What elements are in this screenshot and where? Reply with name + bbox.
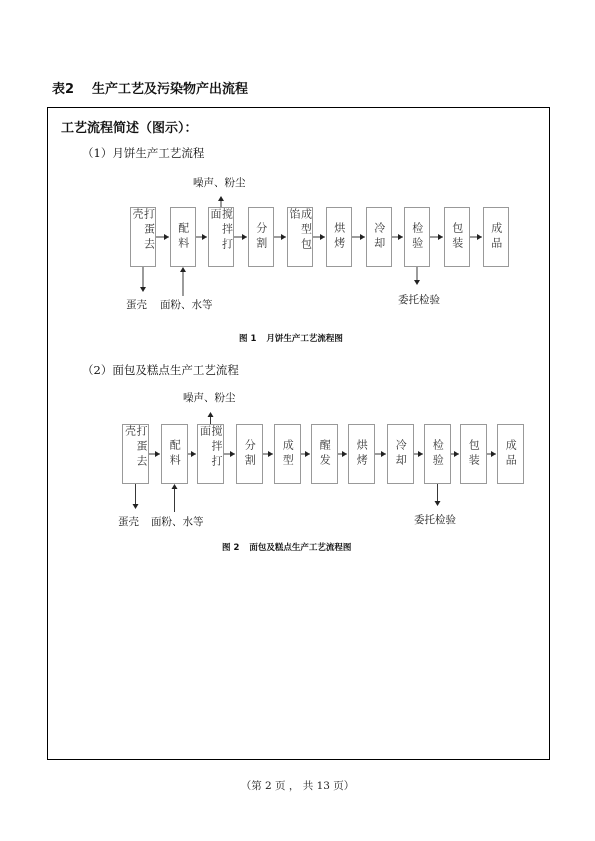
flow2-step-box bbox=[161, 424, 188, 484]
flow1-step-label: 冷却 bbox=[372, 222, 386, 252]
flow2-input-label: 面粉、水等 bbox=[151, 516, 204, 528]
flow2-step-label: 醒发 bbox=[318, 439, 332, 469]
figure1-number: 图 1 bbox=[239, 334, 257, 344]
flow1-emission-label: 噪声、粉尘 bbox=[193, 177, 246, 189]
flow2-step-label: 烘烤 bbox=[355, 439, 369, 469]
flow2-step-box bbox=[460, 424, 487, 484]
flow1-step-label: 烘烤 bbox=[332, 222, 346, 252]
flow1-input-label: 面粉、水等 bbox=[160, 299, 213, 311]
figure2-title: 面包及糕点生产工艺流程图 bbox=[249, 543, 352, 553]
section-heading: 工艺流程简述（图示）： bbox=[61, 121, 198, 136]
flow1-step-label: 分割 bbox=[254, 222, 268, 252]
flow2-step-box bbox=[274, 424, 301, 484]
flow2-step-label: 包装 bbox=[467, 439, 481, 469]
flow1-step-label: 检验 bbox=[410, 222, 424, 252]
flow2-step-label: 搅拌打面 bbox=[198, 425, 224, 470]
flow2-step-label: 成品 bbox=[504, 439, 518, 469]
flow1-byproduct-label: 蛋壳 bbox=[126, 299, 147, 311]
flow2-step-box bbox=[348, 424, 375, 484]
flow2-step-box bbox=[122, 424, 149, 484]
flow2-byproduct-label: 蛋壳 bbox=[118, 516, 139, 528]
flow1-step-label: 搅拌打面 bbox=[209, 208, 234, 253]
flow1-step-label: 配料 bbox=[176, 222, 190, 252]
flow1-step-label: 成型包馅 bbox=[288, 208, 313, 253]
flow1-outsource-label: 委托检验 bbox=[398, 294, 440, 306]
flow2-step-label: 分割 bbox=[243, 439, 257, 469]
flow2-subtitle: （2）面包及糕点生产工艺流程 bbox=[82, 363, 239, 377]
flow1-step-label: 打蛋去壳 bbox=[131, 208, 156, 253]
figure1-title: 月饼生产工艺流程图 bbox=[266, 334, 343, 344]
flow2-step-box bbox=[236, 424, 263, 484]
table-number: 表2 bbox=[52, 82, 75, 97]
flow2-step-label: 成型 bbox=[281, 439, 295, 469]
flow2-step-label: 冷却 bbox=[394, 439, 408, 469]
flow1-step-label: 成品 bbox=[489, 222, 503, 252]
flow2-outsource-label: 委托检验 bbox=[414, 514, 456, 526]
flow1-subtitle: （1）月饼生产工艺流程 bbox=[82, 146, 205, 160]
flow2-step-label: 配料 bbox=[168, 439, 182, 469]
flow2-step-box bbox=[387, 424, 414, 484]
flow2-step-label: 检验 bbox=[431, 439, 445, 469]
flow2-step-box bbox=[497, 424, 524, 484]
flow2-step-label: 打蛋去壳 bbox=[123, 425, 149, 470]
table-title-text: 生产工艺及污染物产出流程 bbox=[92, 82, 249, 97]
figure2-number: 图 2 bbox=[222, 543, 240, 553]
page-footer: （第 2 页 ， 共 13 页） bbox=[240, 780, 355, 792]
flow2-step-box bbox=[424, 424, 451, 484]
flow2-step-box bbox=[197, 424, 224, 484]
flow2-emission-label: 噪声、粉尘 bbox=[183, 392, 236, 404]
flow2-step-box bbox=[311, 424, 338, 484]
flow1-step-label: 包装 bbox=[450, 222, 464, 252]
